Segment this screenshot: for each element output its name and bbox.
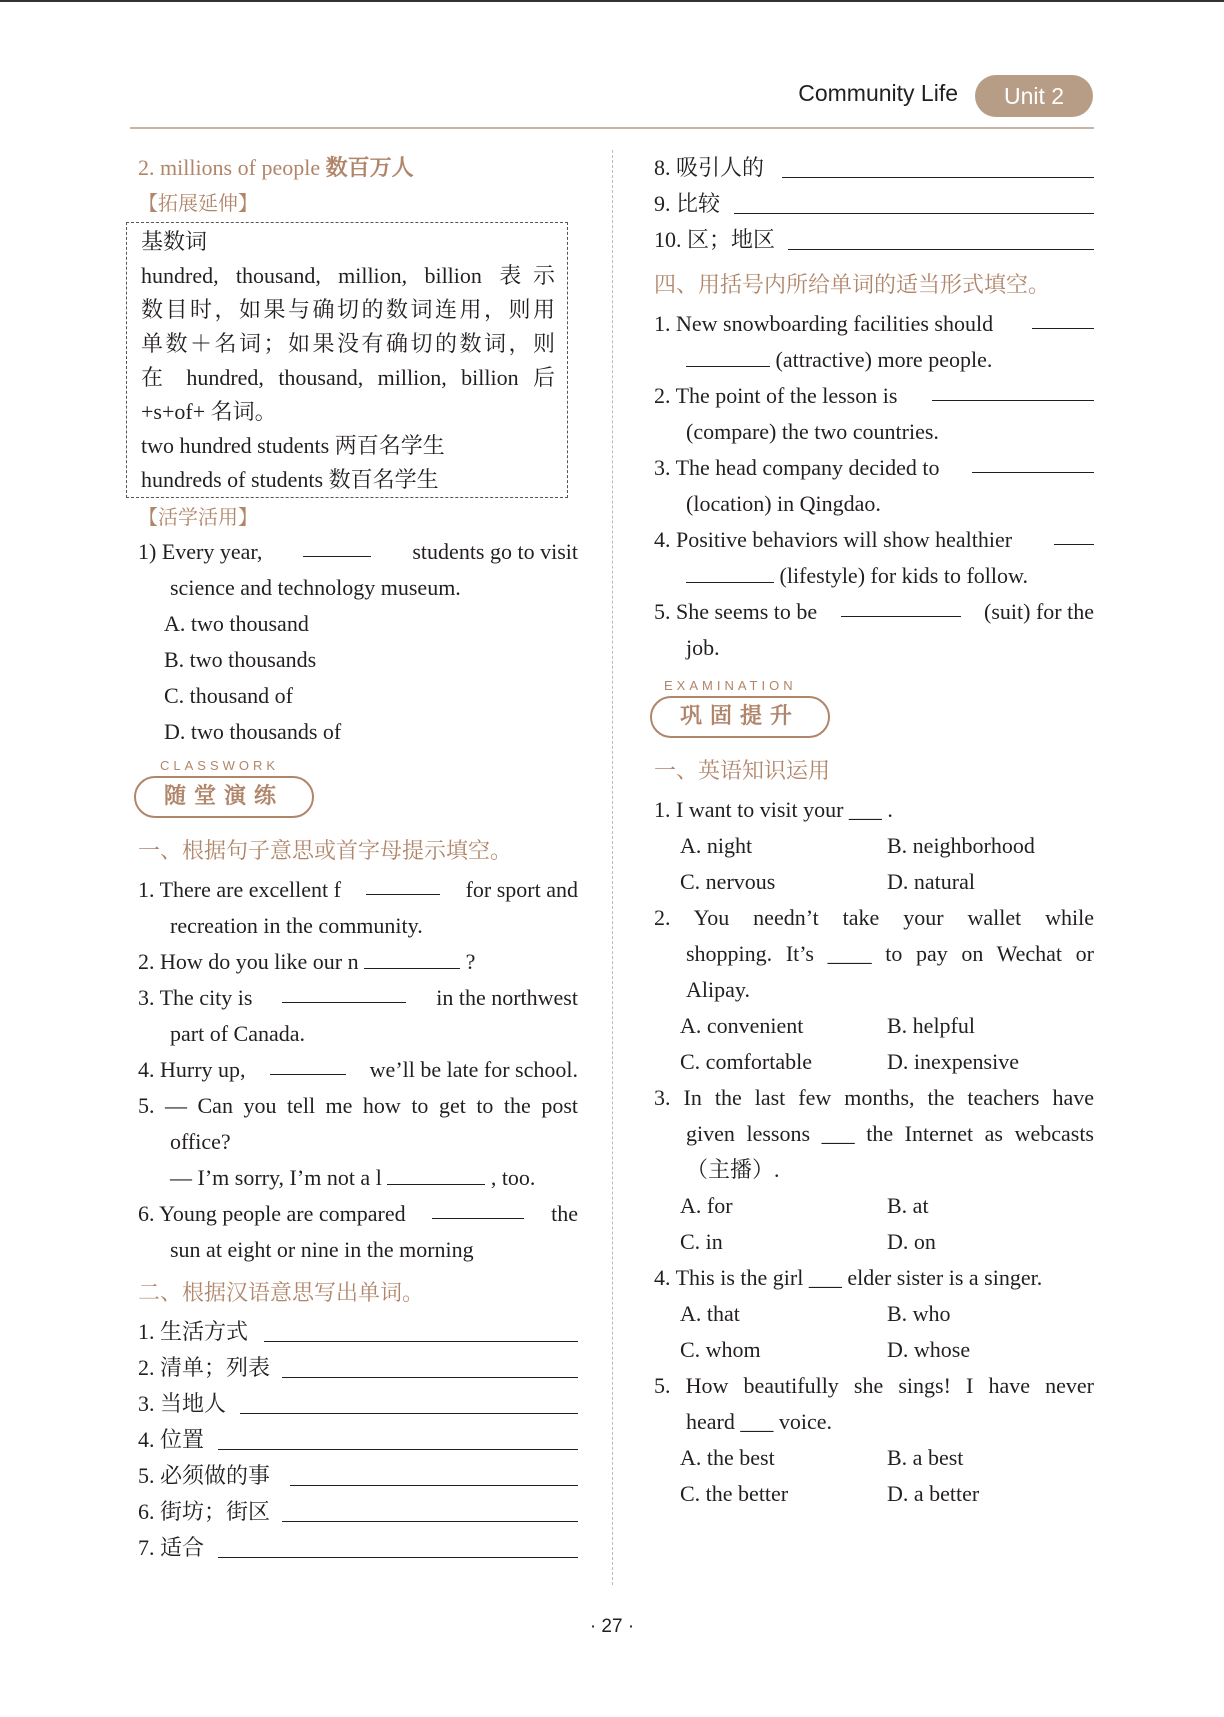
vocab-item: 6. 街坊；街区 [138, 1494, 578, 1530]
option-b[interactable]: B. helpful [887, 1013, 975, 1038]
note-line: +s+of+ 名词。 [141, 399, 277, 424]
option-c[interactable]: C. in [680, 1229, 723, 1254]
note-line: 数目时，如果与确切的数词连用，则用 [141, 297, 555, 322]
answer-line[interactable] [782, 177, 1094, 178]
answer-blank[interactable] [303, 534, 371, 557]
answer-blank[interactable] [387, 1162, 485, 1185]
question-3: 3. In the last few months, the teachers have given lessons ___ the Internet as webcasts （主播）. A. for B. at C. in D. on [654, 1080, 1094, 1260]
question-1: 1. I want to visit your ___ . A. night B. neighborhood C. nervous D. natural [654, 792, 1094, 900]
option-d[interactable]: D. on [887, 1229, 936, 1254]
sec1-q5-cont: office? [170, 1129, 231, 1154]
sec1-q1-cont: recreation in the community. [170, 913, 423, 938]
practice-question: 1) Every year, students go to visit [138, 534, 578, 570]
option-a[interactable]: A. the best [680, 1445, 775, 1470]
sec1-q3-cont: part of Canada. [170, 1021, 305, 1046]
note-line: 在 hundred, thousand, million, billion 后 [141, 365, 555, 390]
unit-badge: Unit 2 [975, 75, 1093, 117]
vocab-item: 9. 比较 [654, 186, 1094, 222]
section-1-title: 一、根据句子意思或首字母提示填空。 [138, 839, 513, 864]
note-line: 基数词 [141, 229, 208, 254]
option-b[interactable]: B. neighborhood [887, 833, 1035, 858]
sec4-q5: 5. She seems to be (suit) for the [654, 594, 1094, 630]
classwork-badge: CLASSWORK 随堂演练 [134, 760, 578, 826]
sec4-q4: 4. Positive behaviors will show healthier [654, 522, 1094, 558]
expand-label: 【拓展延伸】 [138, 191, 258, 215]
option-d[interactable]: D. natural [887, 869, 975, 894]
answer-line[interactable] [734, 213, 1094, 214]
sec1-q1: 1. There are excellent f for sport and [138, 872, 578, 908]
column-divider [612, 150, 613, 1585]
vocab-item: 2. 清单；列表 [138, 1350, 578, 1386]
note-line: 单数＋名词；如果没有确切的数词，则 [141, 331, 555, 356]
sec1-q5: 5. — Can you tell me how to get to the post [138, 1093, 578, 1118]
answer-blank[interactable] [432, 1196, 524, 1219]
question-2: 2. You needn’t take your wallet while shopping. It’s ____ to pay on Wechat or Alipay. A. convenient B. helpful C. comfortable D. inexpensive [654, 900, 1094, 1080]
sec4-q3-cont: (location) in Qingdao. [686, 491, 881, 516]
sec4-q4-cont: (lifestyle) for kids to follow. [654, 558, 1094, 594]
option-d[interactable]: D. inexpensive [887, 1049, 1019, 1074]
option-a[interactable]: A. convenient [680, 1013, 804, 1038]
sec1-q3: 3. The city is in the northwest [138, 980, 578, 1016]
sec4-q1-cont: (attractive) more people. [654, 342, 1094, 378]
sec1-q5-answer: — I’m sorry, I’m not a l , too. [138, 1160, 578, 1196]
vocab-item: 7. 适合 [138, 1530, 578, 1566]
answer-blank[interactable] [270, 1052, 346, 1075]
sec1-q6-cont: sun at eight or nine in the morning [170, 1237, 474, 1262]
answer-line[interactable] [290, 1485, 578, 1486]
practice-question-cont: science and technology museum. [170, 575, 461, 600]
sec1-q2: 2. How do you like our n ? [138, 944, 578, 980]
header-title: Community Life [798, 80, 958, 106]
question-5: 5. How beautifully she sings! I have never heard ___ voice. A. the best B. a best C. the better D. a better [654, 1368, 1094, 1512]
sec4-q2: 2. The point of the lesson is [654, 378, 1094, 414]
vocab-item: 1. 生活方式 [138, 1314, 578, 1350]
note-line: two hundred students 两百名学生 [141, 433, 445, 458]
top-border [0, 0, 1224, 2]
option-a[interactable]: A. night [680, 833, 753, 858]
note-box [126, 222, 568, 498]
answer-line[interactable] [282, 1521, 578, 1522]
sec4-q1: 1. New snowboarding facilities should [654, 306, 1094, 342]
option-a[interactable]: A. for [680, 1193, 733, 1218]
option-c[interactable]: C. comfortable [680, 1049, 812, 1074]
answer-blank[interactable] [1032, 306, 1094, 329]
option-d[interactable]: D. a better [887, 1481, 980, 1506]
answer-blank[interactable] [841, 594, 961, 617]
answer-blank[interactable] [932, 378, 1094, 401]
answer-line[interactable] [240, 1413, 578, 1414]
note-line: hundred, thousand, million, billion 表示 [141, 263, 555, 288]
option-c: C. thousand of [164, 683, 293, 708]
section-2-title: 二、根据汉语意思写出单词。 [138, 1281, 425, 1306]
sec4-q2-cont: (compare) the two countries. [686, 419, 939, 444]
keyword-heading: 2. millions of people 数百万人 [138, 155, 414, 181]
option-d[interactable]: D. whose [887, 1337, 971, 1362]
answer-line[interactable] [788, 249, 1094, 250]
answer-line[interactable] [282, 1377, 578, 1378]
vocab-item: 10. 区；地区 [654, 222, 1094, 258]
vocab-item: 5. 必须做的事 [138, 1458, 578, 1494]
vocab-item: 3. 当地人 [138, 1386, 578, 1422]
option-a: A. two thousand [164, 611, 309, 636]
page-number: · 27 · [589, 1616, 635, 1637]
sec1-q6: 6. Young people are compared the [138, 1196, 578, 1232]
answer-blank[interactable] [366, 872, 440, 895]
question-4: 4. This is the girl ___ elder sister is a singer. A. that B. who C. whom D. whose [654, 1260, 1094, 1368]
option-b[interactable]: B. who [887, 1301, 951, 1326]
sec4-q3: 3. The head company decided to [654, 450, 1094, 486]
answer-blank[interactable] [364, 946, 460, 969]
option-a[interactable]: A. that [680, 1301, 740, 1326]
answer-blank[interactable] [972, 450, 1094, 473]
option-b[interactable]: B. a best [887, 1445, 964, 1470]
header-rule [130, 127, 1094, 129]
note-line: hundreds of students 数百名学生 [141, 467, 439, 492]
option-c[interactable]: C. the better [680, 1481, 789, 1506]
answer-line[interactable] [218, 1557, 578, 1558]
answer-blank[interactable] [282, 980, 406, 1003]
answer-line[interactable] [218, 1449, 578, 1450]
option-c[interactable]: C. whom [680, 1337, 761, 1362]
vocab-item: 8. 吸引人的 [654, 150, 1094, 186]
sec1-q4: 4. Hurry up, we’ll be late for school. [138, 1052, 578, 1088]
right-column [654, 150, 1094, 1512]
left-column [138, 150, 578, 1566]
section-4-title: 四、用括号内所给单词的适当形式填空。 [654, 273, 1051, 298]
sec4-q5-cont: job. [686, 635, 720, 660]
vocab-item: 4. 位置 [138, 1422, 578, 1458]
option-d: D. two thousands of [164, 719, 342, 744]
answer-line[interactable] [264, 1341, 578, 1342]
examination-badge: EXAMINATION 巩固提升 [650, 680, 1094, 746]
practice-label: 【活学活用】 [138, 505, 258, 529]
answer-blank[interactable] [686, 344, 770, 367]
option-c[interactable]: C. nervous [680, 869, 776, 894]
answer-blank[interactable] [686, 560, 774, 583]
option-b[interactable]: B. at [887, 1193, 929, 1218]
exam-section-title: 一、英语知识运用 [654, 759, 831, 784]
answer-blank[interactable] [1054, 522, 1094, 545]
option-b: B. two thousands [164, 647, 317, 672]
